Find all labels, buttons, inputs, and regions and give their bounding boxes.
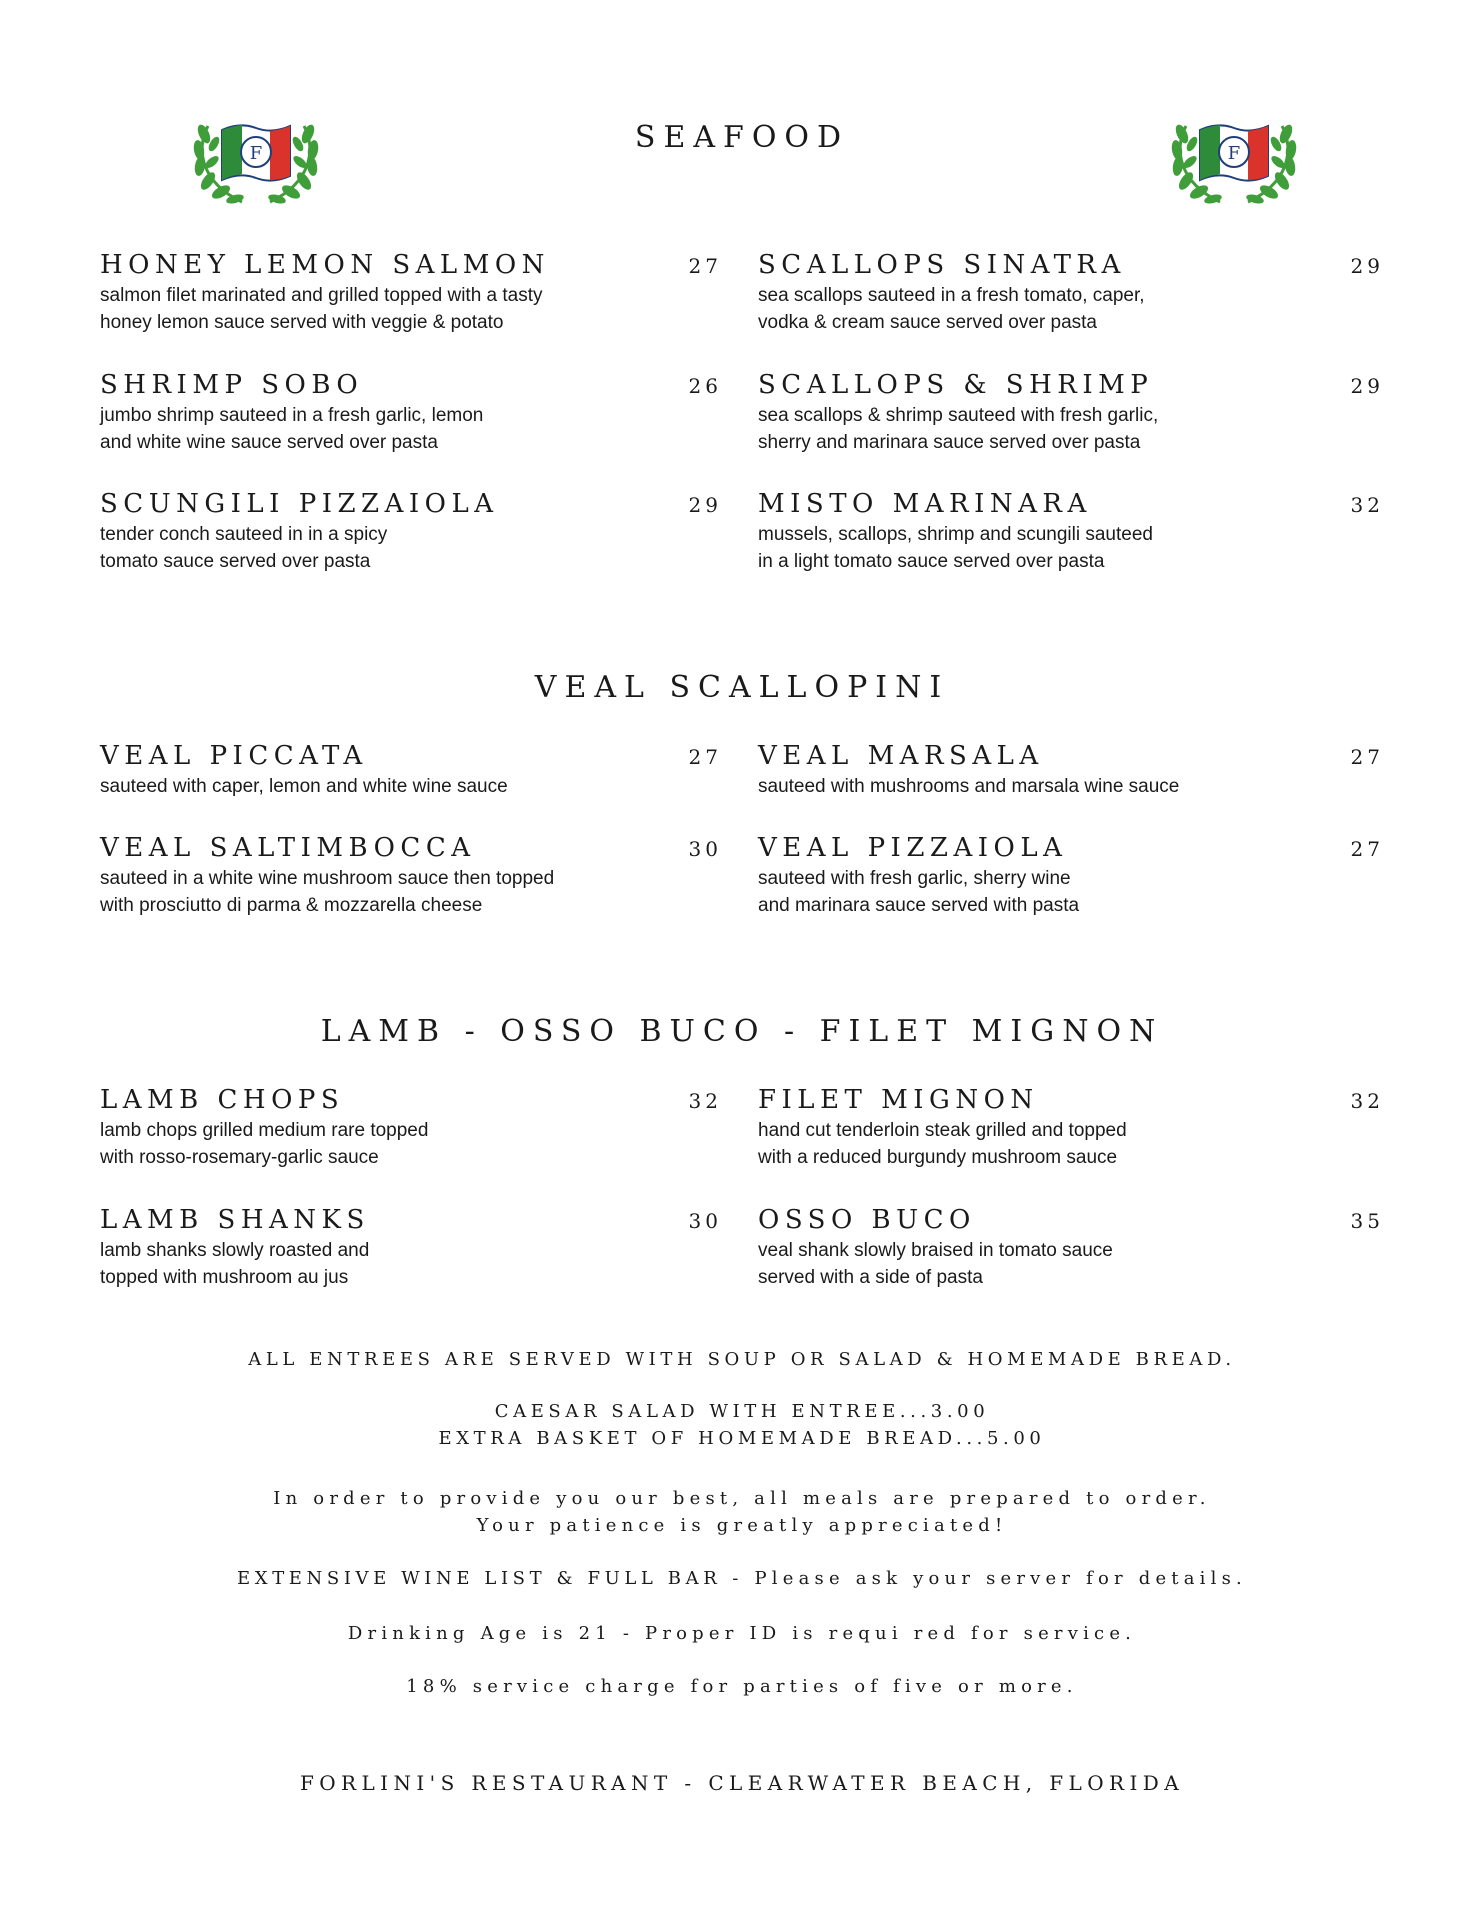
menu-item — [758, 489, 1384, 575]
item-name: VEAL SALTIMBOCCA — [100, 833, 476, 863]
wine-list-caps: EXTENSIVE WINE LIST & FULL BAR — [237, 1568, 722, 1589]
item-name: SHRIMP SOBO — [100, 370, 364, 400]
menu-item — [758, 250, 1384, 336]
item-description: veal shank slowly braised in tomato sauce served with a side of pasta — [758, 1240, 1113, 1288]
item-name: SCALLOPS SINATRA — [758, 250, 1126, 280]
service-charge-note: 18% service charge for parties of five or more. — [406, 1676, 1078, 1697]
item-name: VEAL MARSALA — [758, 741, 1044, 771]
wine-list-details: - Please ask your server for details. — [721, 1568, 1247, 1589]
item-description: jumbo shrimp sauteed in a fresh garlic, lemon and white wine sauce served over pasta — [100, 405, 484, 453]
menu-item — [100, 1085, 722, 1171]
item-description: lamb shanks slowly roasted and topped with mushroom au jus — [100, 1240, 370, 1288]
menu-item — [758, 833, 1384, 919]
item-description: hand cut tenderloin steak grilled and topped with a reduced burgundy mushroom sauce — [758, 1120, 1127, 1168]
item-price: 35 — [1350, 1209, 1384, 1233]
menu-item — [758, 370, 1384, 456]
item-name: HONEY LEMON SALMON — [100, 250, 550, 280]
logo-letter: F — [1227, 143, 1241, 164]
item-description: mussels, scallops, shrimp and scungili sauteed in a light tomato sauce served over pasta — [758, 524, 1153, 572]
item-description: salmon filet marinated and grilled topped with a tasty honey lemon sauce served with veggie & potato — [100, 285, 543, 333]
item-description: sea scallops sauteed in a fresh tomato, caper, vodka & cream sauce served over pasta — [758, 285, 1145, 333]
item-name: LAMB CHOPS — [100, 1085, 345, 1115]
item-description: sauteed with caper, lemon and white wine sauce — [100, 776, 508, 797]
restaurant-signature — [0, 1770, 1484, 1797]
item-name: VEAL PICCATA — [100, 741, 368, 771]
menu-item — [100, 250, 722, 336]
menu-item — [100, 1205, 722, 1291]
item-description: sauteed in a white wine mushroom sauce then topped with prosciutto di parma & mozzarella cheese — [100, 868, 555, 916]
entrees-note: ALL ENTREES ARE SERVED WITH SOUP OR SALAD & HOMEMADE BREAD. — [248, 1349, 1236, 1370]
item-price: 32 — [688, 1089, 722, 1113]
item-price: 27 — [688, 254, 722, 278]
item-name: VEAL PIZZAIOLA — [758, 833, 1068, 863]
menu-item — [100, 741, 722, 800]
item-name: OSSO BUCO — [758, 1205, 976, 1235]
item-description: tender conch sauteed in in a spicy tomato sauce served over pasta — [100, 524, 388, 572]
item-price: 32 — [1350, 1089, 1384, 1113]
item-description: sauteed with mushrooms and marsala wine sauce — [758, 776, 1180, 797]
section-title-veal: VEAL SCALLOPINI — [534, 670, 950, 705]
order-note-line-2: Your patience is greatly appreciated! — [476, 1515, 1008, 1536]
add-ons — [0, 1398, 1484, 1452]
order-note-line-1: In order to provide you our best, all meals are prepared to order. — [273, 1488, 1211, 1509]
item-name: MISTO MARINARA — [758, 489, 1092, 519]
menu-item — [100, 370, 722, 456]
menu-item — [100, 833, 722, 919]
item-price: 30 — [688, 837, 722, 861]
item-name: SCUNGILI PIZZAIOLA — [100, 489, 499, 519]
menu-item — [758, 1205, 1384, 1291]
item-price: 29 — [1350, 254, 1384, 278]
item-name: SCALLOPS & SHRIMP — [758, 370, 1154, 400]
logo-letter: F — [249, 143, 263, 164]
item-price: 27 — [1350, 837, 1384, 861]
drinking-age-note: Drinking Age is 21 - Proper ID is requi red for service. — [347, 1623, 1137, 1644]
item-price: 26 — [688, 374, 722, 398]
item-name: FILET MIGNON — [758, 1085, 1039, 1115]
footer-notes — [0, 1346, 1484, 1373]
item-description: sea scallops & shrimp sauteed with fresh garlic, sherry and marinara sauce served over pasta — [758, 405, 1159, 453]
section-title-lamb-osso-filet: LAMB - OSSO BUCO - FILET MIGNON — [320, 1014, 1164, 1049]
item-price: 29 — [1350, 374, 1384, 398]
restaurant-name-location: FORLINI'S RESTAURANT - CLEARWATER BEACH, FLORIDA — [299, 1771, 1185, 1795]
item-description: lamb chops grilled medium rare topped with rosso-rosemary-garlic sauce — [100, 1120, 429, 1168]
item-price: 27 — [688, 745, 722, 769]
item-price: 30 — [688, 1209, 722, 1233]
item-price: 27 — [1350, 745, 1384, 769]
item-price: 29 — [688, 493, 722, 517]
menu-item — [758, 1085, 1384, 1171]
service-charge — [0, 1673, 1484, 1700]
menu-item — [758, 741, 1384, 800]
bread-note: EXTRA BASKET OF HOMEMADE BREAD...5.00 — [438, 1428, 1046, 1449]
caesar-salad-note: CAESAR SALAD WITH ENTREE...3.00 — [494, 1401, 990, 1422]
drinking-age — [0, 1620, 1484, 1647]
section-title-seafood: SEAFOOD — [634, 120, 850, 155]
item-price: 32 — [1350, 493, 1384, 517]
item-description: sauteed with fresh garlic, sherry wine and marinara sauce served with pasta — [758, 868, 1080, 916]
wine-note — [0, 1565, 1484, 1592]
item-name: LAMB SHANKS — [100, 1205, 370, 1235]
order-notes — [0, 1485, 1484, 1539]
menu-item — [100, 489, 722, 575]
